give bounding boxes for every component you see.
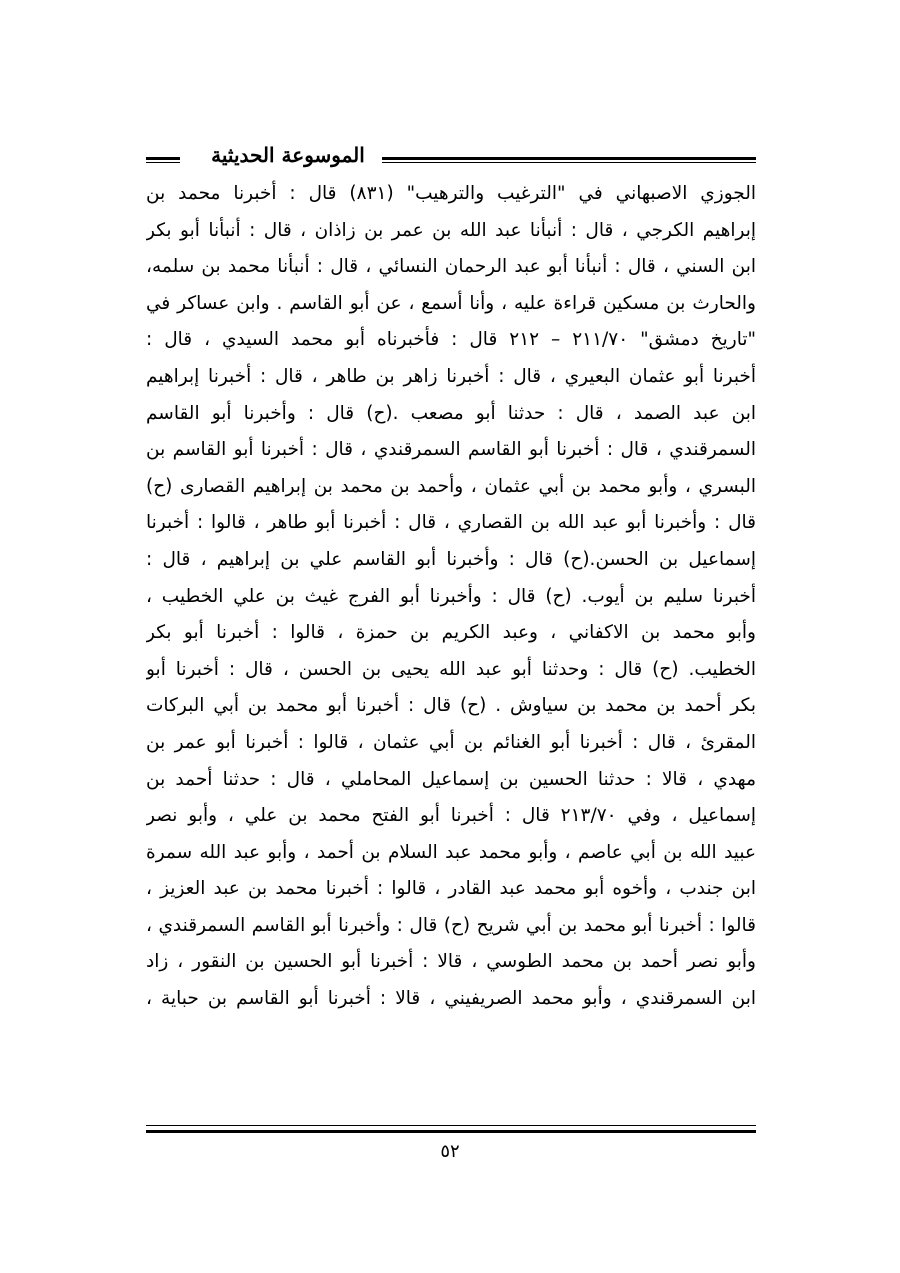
text-line: وأبو نصر أحمد بن محمد الطوسي ، قالا : أخبرنا أبو الحسين بن النقور ، زاد: [146, 951, 756, 973]
text-line: إسماعيل ، وفي ٢١٣/٧٠ قال : أخبرنا أبو الفتح محمد بن علي ، وأبو نصر: [146, 805, 756, 827]
text-line: وأبو محمد بن الاكفاني ، وعبد الكريم بن حمزة ، قالوا : أخبرنا أبو بكر: [146, 622, 756, 644]
text-line: قال : وأخبرنا أبو عبد الله بن القصاري ، قال : أخبرنا أبو طاهر ، قالوا : أخبرنا: [146, 512, 756, 534]
body-text: [146, 176, 756, 1018]
text-line: السمرقندي ، قال : أخبرنا أبو القاسم السمرقندي ، قال : أخبرنا أبو القاسم بن: [146, 439, 756, 461]
text-line: قالوا : أخبرنا أبو محمد بن أبي شريح (ح) قال : وأخبرنا أبو القاسم السمرقندي ،: [146, 914, 756, 936]
text-line: عبيد الله بن أبي عاصم ، وأبو محمد عبد السلام بن أحمد ، وأبو عبد الله سمرة: [146, 841, 756, 863]
text-line: مهدي ، قالا : حدثنا الحسين بن إسماعيل المحاملي ، قال : حدثنا أحمد بن: [146, 768, 756, 790]
text-line: أخبرنا سليم بن أيوب. (ح) قال : وأخبرنا أبو الفرج غيث بن علي الخطيب ،: [146, 585, 756, 607]
text-line: ابن السني ، قال : أنبأنا أبو عبد الرحمان النسائي ، قال : أنبأنا محمد بن سلمه،: [146, 256, 756, 278]
running-header: [146, 140, 756, 174]
text-line: الخطيب. (ح) قال : وحدثنا أبو عبد الله يحيى بن الحسن ، قال : أخبرنا أبو: [146, 658, 756, 680]
text-line: الجوزي الاصبهاني في "الترغيب والترهيب" (٨٣١) قال : أخبرنا محمد بن: [146, 183, 756, 204]
header-rule-left: [146, 157, 180, 163]
text-line: إبراهيم الكرجي ، قال : أنبأنا عبد الله بن عمر بن زاذان ، قال : أنبأنا أبو بكر: [146, 219, 756, 241]
text-line: بكر أحمد بن محمد بن سياوش . (ح) قال : أخبرنا أبو محمد بن أبي البركات: [146, 695, 756, 717]
header-title: الموسوعة الحديثية: [211, 143, 365, 167]
text-line: إسماعيل بن الحسن.(ح) قال : وأخبرنا أبو القاسم علي بن إبراهيم ، قال :: [146, 548, 756, 570]
text-line: ابن جندب ، وأخوه أبو محمد عبد القادر ، قالوا : أخبرنا محمد بن عبد العزيز ،: [146, 878, 756, 900]
text-line: المقرئ ، قال : أخبرنا أبو الغنائم بن أبي عثمان ، قالوا : أخبرنا أبو عمر بن: [146, 731, 756, 753]
header-rule-right: [382, 157, 756, 163]
text-line: أخبرنا أبو عثمان البعيري ، قال : أخبرنا زاهر بن طاهر ، قال : أخبرنا إبراهيم: [146, 365, 756, 387]
footer-rule: [146, 1125, 756, 1133]
text-line: ابن السمرقندي ، وأبو محمد الصريفيني ، قالا : أخبرنا أبو القاسم بن حباية ،: [146, 988, 756, 1010]
text-line: ابن عبد الصمد ، قال : حدثنا أبو مصعب .(ح) قال : وأخبرنا أبو القاسم: [146, 402, 756, 424]
text-line: "تاريخ دمشق" ٢١١/٧٠ – ٢١٢ قال : فأخبرناه أبو محمد السيدي ، قال :: [146, 329, 756, 351]
text-line: والحارث بن مسكين قراءة عليه ، وأنا أسمع ، عن أبو القاسم . وابن عساكر في: [146, 292, 756, 314]
page-number: ٥٢: [440, 1141, 460, 1162]
text-line: البسري ، وأبو محمد بن أبي عثمان ، وأحمد بن محمد بن إبراهيم القصارى (ح): [146, 475, 756, 497]
